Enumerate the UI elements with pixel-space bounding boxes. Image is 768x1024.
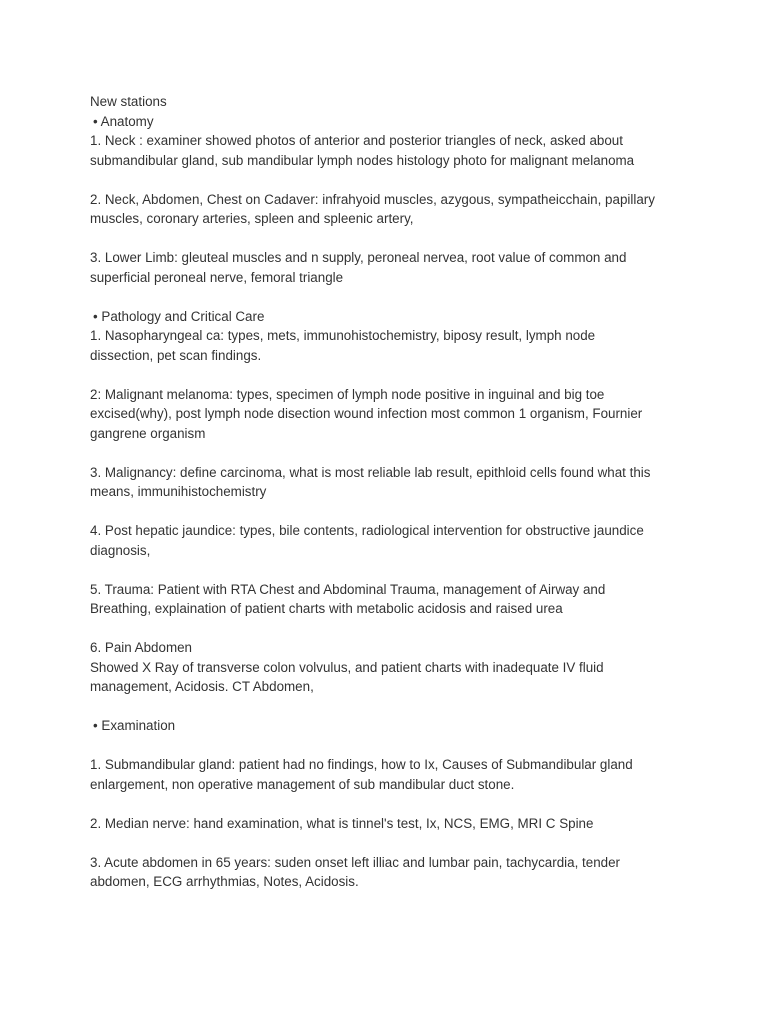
blank-line [90, 794, 690, 814]
text-line: 3. Malignancy: define carcinoma, what is most reliable lab result, epithloid cells found what this [90, 464, 651, 480]
text-line: 3. Lower Limb: gleuteal muscles and n supply, peroneal nervea, root value of common and [90, 250, 627, 265]
text-line: 2. Median nerve: hand examination, what is tinnel's test, Ix, NCS, EMG, MRI C Spine [90, 815, 594, 831]
text-line: 5. Trauma: Patient with RTA Chest and Abdominal Trauma, management of Airway and [90, 581, 606, 597]
blank-line [90, 287, 690, 307]
text-line: 2. Neck, Abdomen, Chest on Cadaver: infrahyoid muscles, azygous, sympatheicchain, papillary [90, 191, 655, 207]
text-line: 1. Nasopharyngeal ca: types, mets, immunohistochemistry, biposy result, lymph node [90, 328, 596, 343]
blank-line [90, 833, 690, 853]
blank-line [90, 697, 690, 717]
section-heading-anatomy: • Anatomy [93, 113, 154, 129]
text-line: 3. Acute abdomen in 65 years: suden onset left illiac and lumbar pain, tachycardia, tender [90, 854, 620, 870]
text-line: 2: Malignant melanoma: types, specimen of lymph node positive in inguinal and big toe [90, 386, 605, 402]
blank-line [90, 365, 690, 385]
text-line: management, Acidosis. CT Abdomen, [90, 679, 314, 694]
text-line: gangrene organism [90, 425, 206, 441]
document-page [90, 92, 690, 892]
text-line: diagnosis, [90, 542, 151, 558]
section-heading-pathology: • Pathology and Critical Care [93, 308, 265, 324]
text-line: Breathing, explaination of patient charts with metabolic acidosis and raised urea [90, 601, 563, 616]
document-title: New stations [90, 94, 167, 109]
blank-line [90, 229, 690, 249]
text-line: muscles, coronary arteries, spleen and spleenic artery, [90, 211, 414, 226]
text-line: excised(why), post lymph node disection wound infection most common 1 organism, Fournier [90, 406, 643, 421]
text-line: 6. Pain Abdomen [90, 640, 192, 655]
blank-line [90, 502, 690, 522]
text-line: 4. Post hepatic jaundice: types, bile contents, radiological intervention for obstructive jaundice [90, 523, 644, 538]
text-line: abdomen, ECG arrhythmias, Notes, Acidosis. [90, 874, 359, 889]
text-line: Showed X Ray of transverse colon volvulus, and patient charts with inadequate IV fluid [90, 659, 604, 675]
text-line: dissection, pet scan findings. [90, 347, 262, 363]
blank-line [90, 560, 690, 580]
text-line: 1. Neck : examiner showed photos of anterior and posterior triangles of neck, asked about [90, 133, 623, 148]
blank-line [90, 736, 690, 756]
text-line: 1. Submandibular gland: patient had no findings, how to Ix, Causes of Submandibular gland [90, 757, 633, 772]
text-line: means, immunihistochemistry [90, 484, 267, 499]
blank-line [90, 443, 690, 463]
blank-line [90, 619, 690, 639]
section-heading-examination: • Examination [93, 718, 176, 733]
text-line: enlargement, non operative management of sub mandibular duct stone. [90, 776, 515, 792]
text-line: superficial peroneal nerve, femoral triangle [90, 269, 344, 285]
text-line: submandibular gland, sub mandibular lymph nodes histology photo for malignant melanoma [90, 152, 635, 168]
blank-line [90, 170, 690, 190]
